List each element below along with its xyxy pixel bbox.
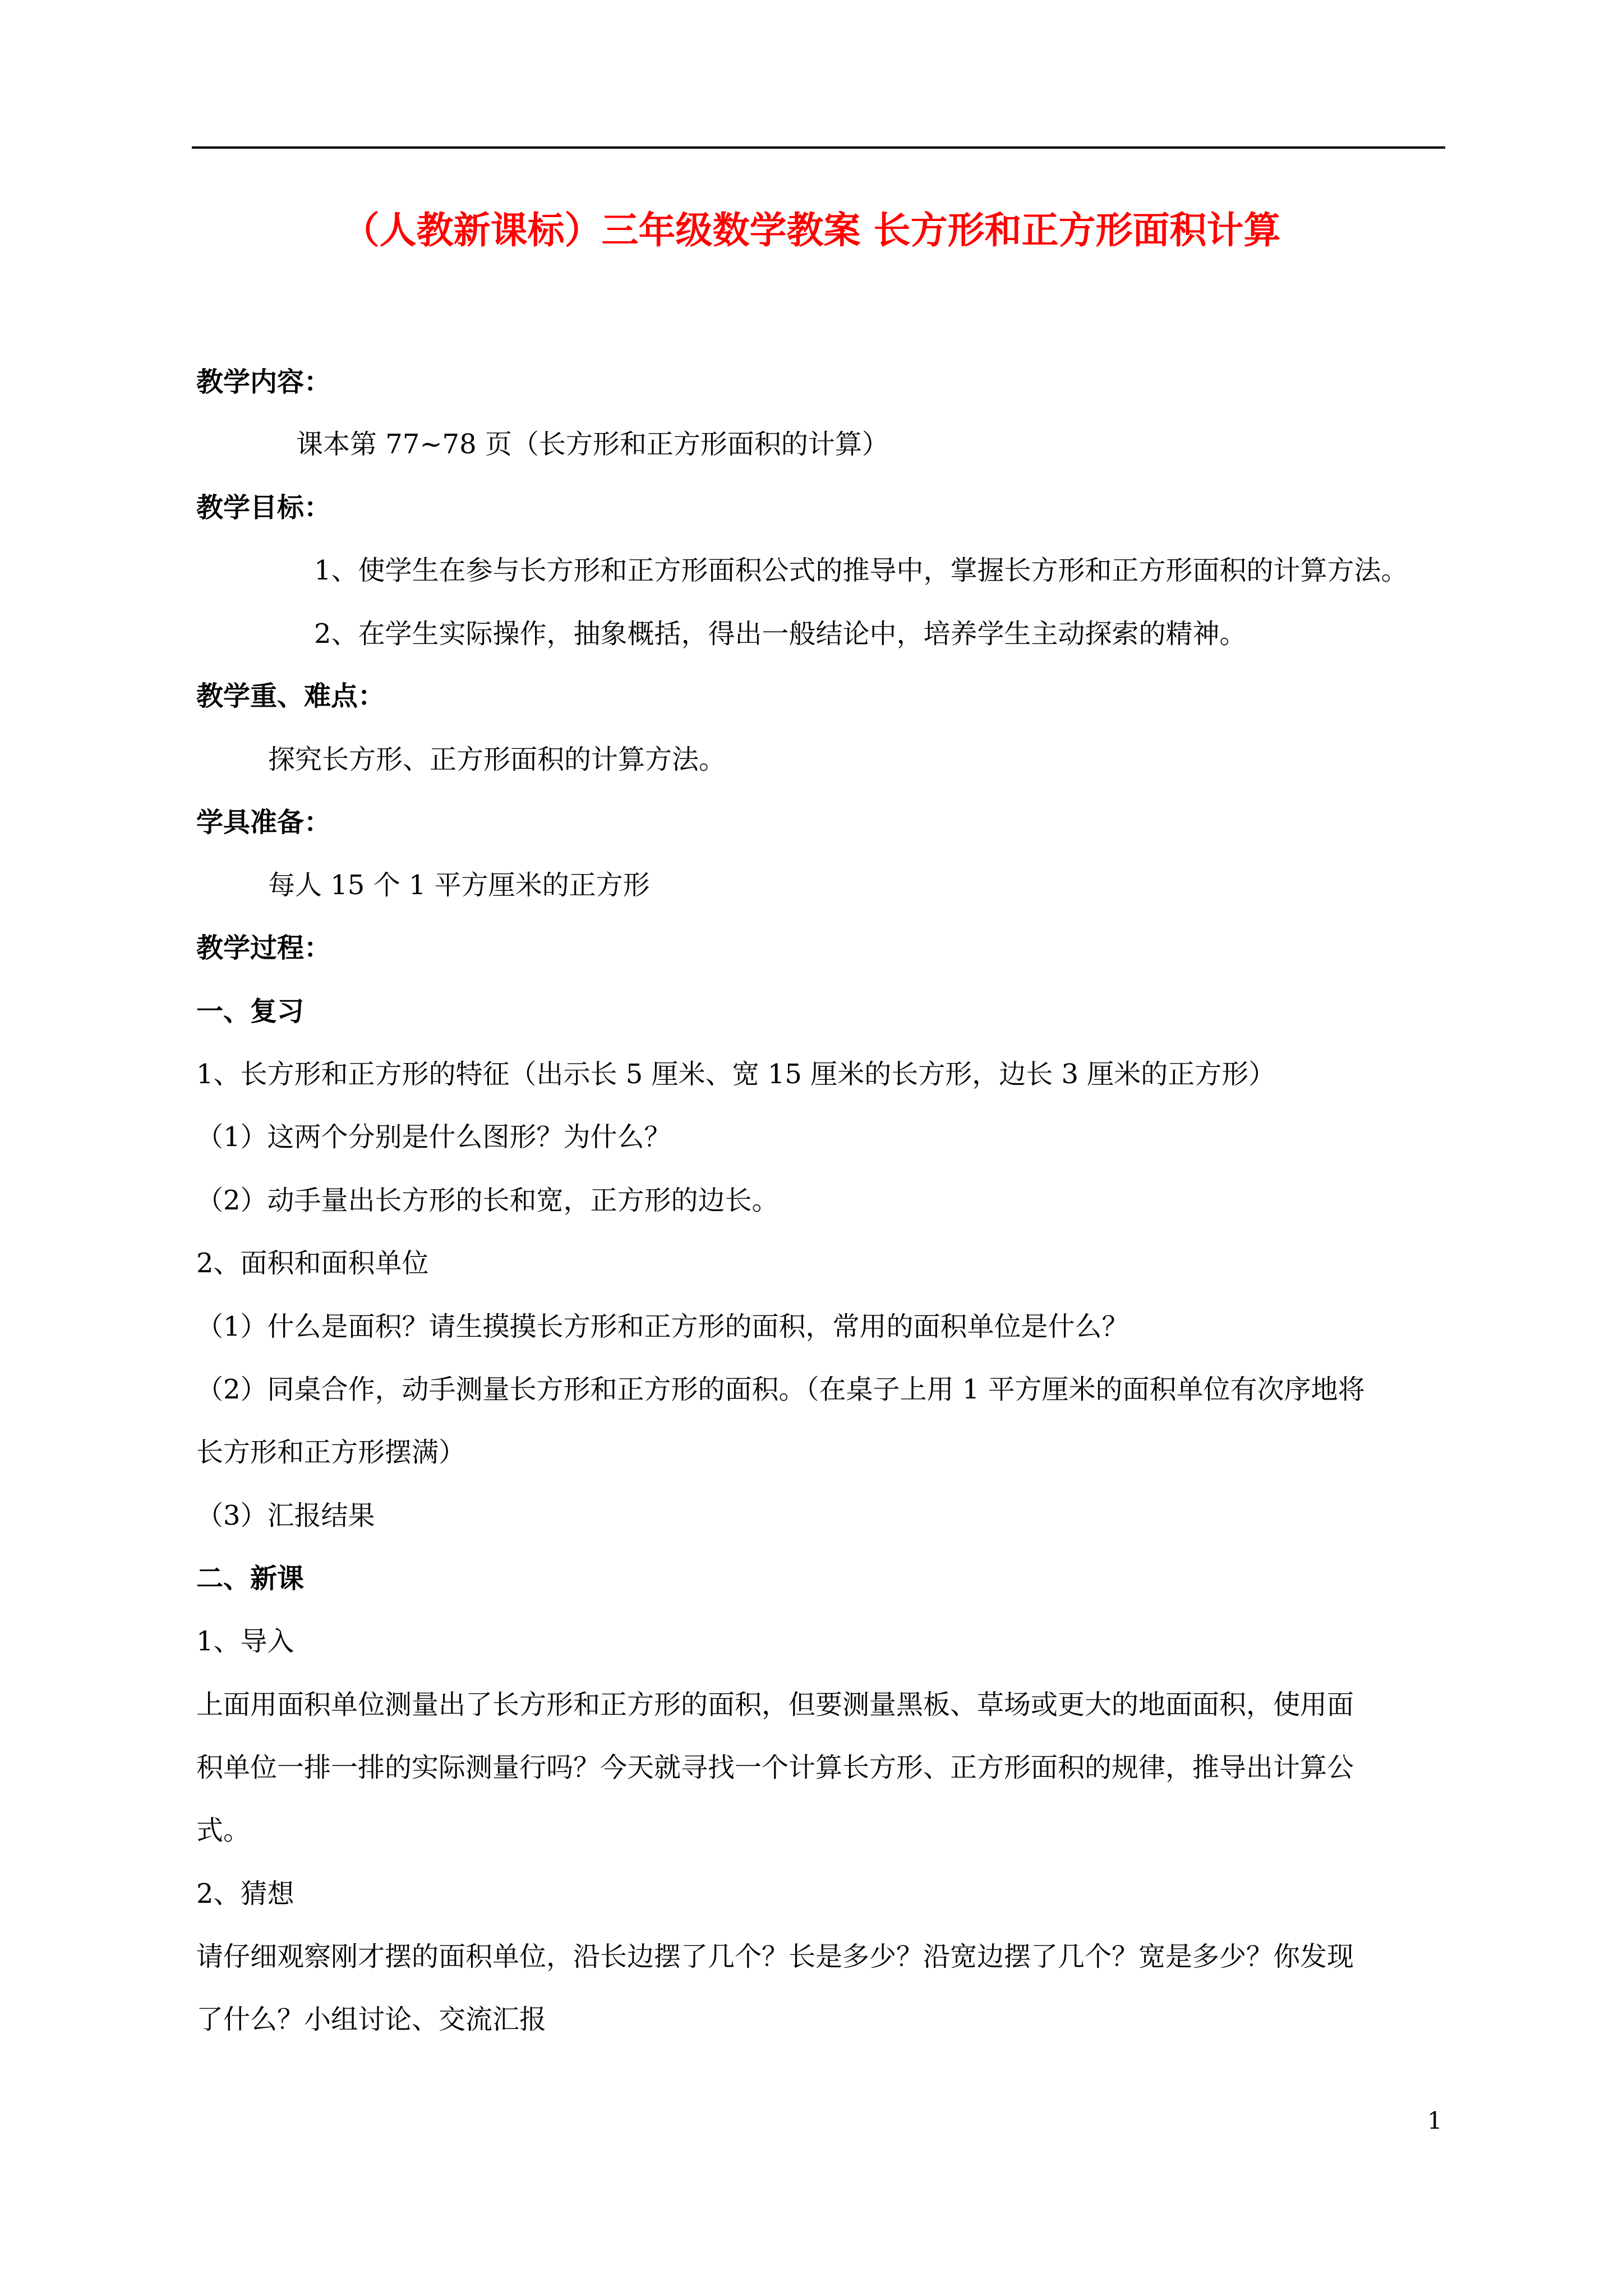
review-item-2: 2、面积和面积单位 bbox=[196, 1248, 429, 1279]
review-subitem-2: （2）动手量出长方形的长和宽，正方形的边长。 bbox=[196, 1185, 779, 1216]
review-subitem-1: （1）这两个分别是什么图形？为什么？ bbox=[196, 1121, 671, 1153]
new-lesson-item-1: 1、导入 bbox=[196, 1626, 294, 1657]
heading-teaching-goals: 教学目标： bbox=[196, 492, 331, 523]
section-new-lesson: 二、新课 bbox=[196, 1563, 305, 1594]
heading-materials: 学具准备： bbox=[196, 807, 331, 838]
intro-paragraph-line-3: 式。 bbox=[196, 1815, 251, 1846]
header-rule bbox=[192, 146, 1445, 149]
paragraph-key-points: 探究长方形、正方形面积的计算方法。 bbox=[268, 744, 726, 775]
review-item-1: 1、长方形和正方形的特征（出示长 5 厘米、宽 15 厘米的长方形，边长 3 厘米的正方形） bbox=[196, 1059, 1276, 1090]
goal-item-2: 2、在学生实际操作，抽象概括，得出一般结论中，培养学生主动探索的精神。 bbox=[314, 618, 1247, 650]
document-title: （人教新课标）三年级数学教案 长方形和正方形面积计算 bbox=[342, 209, 1281, 252]
area-subitem-2: （2）同桌合作，动手测量长方形和正方形的面积。（在桌子上用 1 平方厘米的面积单位有次序地将 bbox=[196, 1374, 1365, 1405]
guess-paragraph-line-2: 了什么？小组讨论、交流汇报 bbox=[196, 2004, 547, 2035]
guess-paragraph-line-1: 请仔细观察刚才摆的面积单位，沿长边摆了几个？长是多少？沿宽边摆了几个？宽是多少？你发现 bbox=[196, 1941, 1354, 1972]
intro-paragraph-line-1: 上面用面积单位测量出了长方形和正方形的面积，但要测量黑板、草场或更大的地面面积，使用面 bbox=[196, 1689, 1354, 1720]
intro-paragraph-line-2: 积单位一排一排的实际测量行吗？今天就寻找一个计算长方形、正方形面积的规律，推导出计算公 bbox=[196, 1752, 1354, 1783]
heading-teaching-content: 教学内容： bbox=[196, 366, 331, 398]
paragraph-materials: 每人 15 个 1 平方厘米的正方形 bbox=[268, 869, 650, 901]
area-subitem-2-continued: 长方形和正方形摆满） bbox=[196, 1437, 466, 1468]
section-review: 一、复习 bbox=[196, 996, 305, 1027]
new-lesson-item-2: 2、猜想 bbox=[196, 1878, 294, 1910]
heading-teaching-process: 教学过程： bbox=[196, 932, 331, 964]
area-subitem-3: （3）汇报结果 bbox=[196, 1500, 375, 1531]
page-number: 1 bbox=[1427, 2107, 1442, 2134]
heading-key-points: 教学重、难点： bbox=[196, 680, 385, 712]
paragraph-textbook-pages: 课本第 77~78 页（长方形和正方形面积的计算） bbox=[296, 429, 889, 460]
area-subitem-1: （1）什么是面积？请生摸摸长方形和正方形的面积，常用的面积单位是什么？ bbox=[196, 1311, 1129, 1342]
goal-item-1: 1、使学生在参与长方形和正方形面积公式的推导中，掌握长方形和正方形面积的计算方法。 bbox=[314, 555, 1408, 586]
